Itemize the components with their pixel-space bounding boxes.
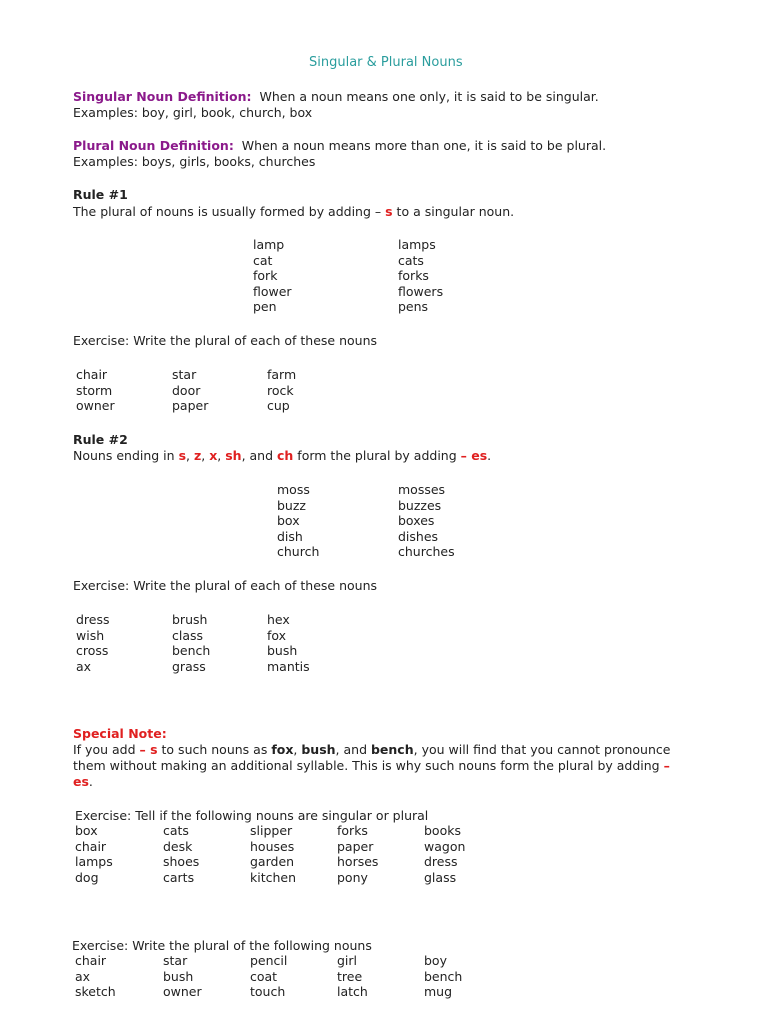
list-item: box xyxy=(277,513,300,529)
list-item: buzzes xyxy=(398,497,442,513)
note-suffix-s: – s xyxy=(139,742,158,757)
list-item: books xyxy=(424,823,461,838)
list-item: latch xyxy=(337,984,368,1000)
list-item: tree xyxy=(337,968,363,984)
rule1-text-after: to a singular noun. xyxy=(392,204,515,219)
rule2-exercise-col-1 xyxy=(76,612,110,674)
list-item: girl xyxy=(337,953,358,968)
list-item: cats xyxy=(163,823,189,838)
list-item: bench xyxy=(172,643,211,659)
list-item: cats xyxy=(398,252,424,268)
exercise4-col-2 xyxy=(163,953,202,1000)
list-item: owner xyxy=(76,398,115,414)
rule1-suffix: s xyxy=(385,204,393,219)
list-item: brush xyxy=(172,612,208,627)
rule2-exercise: Exercise: Write the plural of each of these nouns xyxy=(73,578,378,593)
note-word-bush: bush xyxy=(301,742,336,757)
plural-text: When a noun means more than one, it is said to be plural. xyxy=(241,138,607,153)
special-note-line-1 xyxy=(73,742,670,758)
singular-label: Singular Noun Definition: xyxy=(73,89,252,104)
rule2-exercise-col-3 xyxy=(267,612,310,674)
list-item: forks xyxy=(337,823,368,838)
list-item: mug xyxy=(424,984,453,1000)
rule2-text-middle: form the plural by adding xyxy=(293,448,461,463)
list-item: boxes xyxy=(398,513,435,529)
list-item: glass xyxy=(424,869,457,885)
list-item: mantis xyxy=(267,658,310,674)
exercise3-col-3 xyxy=(250,823,296,885)
list-item: farm xyxy=(267,367,297,382)
list-item: star xyxy=(163,953,188,968)
exercise3-col-4 xyxy=(337,823,378,885)
list-item: box xyxy=(75,823,98,838)
list-item: chair xyxy=(76,367,108,382)
list-item: dress xyxy=(76,612,110,627)
list-item: pens xyxy=(398,299,429,315)
note-text: . xyxy=(88,774,93,789)
list-item: lamp xyxy=(253,237,285,252)
note-word-fox: fox xyxy=(271,742,294,757)
list-item: fork xyxy=(253,268,278,284)
rule1-singular-list xyxy=(253,237,292,315)
list-item: grass xyxy=(172,658,206,674)
list-item: storm xyxy=(76,382,113,398)
list-item: owner xyxy=(163,984,202,1000)
list-item: pencil xyxy=(250,953,288,968)
ending-ch: ch xyxy=(277,448,294,463)
list-item: dishes xyxy=(398,528,439,544)
note-suffix-dash: – xyxy=(663,758,670,773)
singular-definition xyxy=(73,89,599,105)
note-text: , you will find that you cannot pronounce xyxy=(413,742,671,757)
rule1-exercise-col-3 xyxy=(267,367,296,414)
page-title: Singular & Plural Nouns xyxy=(309,55,463,70)
plural-examples: Examples: boys, girls, books, churches xyxy=(73,154,316,169)
exercise3-heading: Exercise: Tell if the following nouns are singular or plural xyxy=(75,808,429,823)
ending-s: s xyxy=(178,448,187,463)
list-item: ax xyxy=(76,658,92,674)
exercise4-col-5 xyxy=(424,953,462,1000)
list-item: door xyxy=(172,382,201,398)
list-item: cross xyxy=(76,643,109,659)
list-item: mosses xyxy=(398,482,446,497)
plural-definition xyxy=(73,138,606,154)
exercise3-col-1 xyxy=(75,823,113,885)
list-item: hex xyxy=(267,612,290,627)
list-item: lamps xyxy=(398,237,436,252)
list-item: buzz xyxy=(277,497,306,513)
list-item: bench xyxy=(424,968,463,984)
list-item: kitchen xyxy=(250,869,297,885)
list-item: coat xyxy=(250,968,278,984)
singular-examples: Examples: boy, girl, book, church, box xyxy=(73,105,313,120)
list-item: cat xyxy=(253,252,273,268)
plural-label: Plural Noun Definition: xyxy=(73,138,234,153)
rule2-text xyxy=(73,448,491,464)
exercise4-col-1 xyxy=(75,953,116,1000)
rule1-exercise-col-2 xyxy=(172,367,208,414)
list-item: chair xyxy=(75,838,107,854)
list-item: pony xyxy=(337,869,368,885)
list-item: paper xyxy=(337,838,374,854)
separator: , xyxy=(217,448,226,463)
list-item: churches xyxy=(398,544,455,560)
note-word-bench: bench xyxy=(370,742,414,757)
list-item: dress xyxy=(424,854,458,870)
list-item: cup xyxy=(267,398,290,414)
singular-text: When a noun means one only, it is said to be singular. xyxy=(259,89,599,104)
list-item: desk xyxy=(163,838,193,854)
exercise4-heading: Exercise: Write the plural of the following nouns xyxy=(72,938,372,953)
list-item: rock xyxy=(267,382,294,398)
list-item: church xyxy=(277,544,320,560)
list-item: star xyxy=(172,367,197,382)
rule1-exercise-col-1 xyxy=(76,367,115,414)
list-item: moss xyxy=(277,482,310,497)
list-item: sketch xyxy=(75,984,116,1000)
list-item: dish xyxy=(277,528,303,544)
list-item: touch xyxy=(250,984,286,1000)
list-item: flowers xyxy=(398,283,444,299)
rule2-plural-list xyxy=(398,482,455,560)
list-item: pen xyxy=(253,299,277,315)
rule2-text-end: . xyxy=(487,448,492,463)
note-text: to such nouns as xyxy=(157,742,272,757)
list-item: slipper xyxy=(250,823,293,838)
exercise4-col-3 xyxy=(250,953,287,1000)
rule2-heading: Rule #2 xyxy=(73,432,128,447)
rule2-text-before: Nouns ending in xyxy=(73,448,179,463)
separator: , and xyxy=(335,742,371,757)
separator: , xyxy=(201,448,210,463)
separator: , xyxy=(186,448,194,463)
note-text: them without making an additional syllable. This is why such nouns form the plural by adding xyxy=(73,758,664,773)
rule2-suffix: – es xyxy=(460,448,488,463)
special-note-heading: Special Note: xyxy=(73,726,167,741)
list-item: wagon xyxy=(424,838,466,854)
list-item: fox xyxy=(267,627,287,643)
list-item: wish xyxy=(76,627,105,643)
list-item: bush xyxy=(163,968,194,984)
exercise4-col-4 xyxy=(337,953,368,1000)
exercise3-col-2 xyxy=(163,823,199,885)
list-item: garden xyxy=(250,854,295,870)
list-item: class xyxy=(172,627,204,643)
rule1-heading: Rule #1 xyxy=(73,187,128,202)
list-item: ax xyxy=(75,968,91,984)
list-item: flower xyxy=(253,283,292,299)
rule2-singular-list xyxy=(277,482,319,560)
rule1-text xyxy=(73,204,514,220)
special-note-line-2 xyxy=(73,758,670,774)
rule1-exercise: Exercise: Write the plural of each of these nouns xyxy=(73,333,378,348)
rule1-text-before: The plural of nouns is usually formed by adding – xyxy=(73,204,386,219)
list-item: horses xyxy=(337,854,379,870)
note-suffix-es: es xyxy=(73,774,89,789)
list-item: forks xyxy=(398,268,429,284)
ending-sh: sh xyxy=(225,448,242,463)
list-item: chair xyxy=(75,953,107,968)
exercise3-col-5 xyxy=(424,823,465,885)
ending-x: x xyxy=(209,448,218,463)
list-item: houses xyxy=(250,838,295,854)
list-item: shoes xyxy=(163,854,200,870)
rule1-plural-list xyxy=(398,237,443,315)
list-item: carts xyxy=(163,869,195,885)
separator: , xyxy=(293,742,302,757)
separator: , and xyxy=(241,448,278,463)
list-item: paper xyxy=(172,398,209,414)
rule2-exercise-col-2 xyxy=(172,612,210,674)
note-text: If you add xyxy=(73,742,140,757)
ending-z: z xyxy=(193,448,202,463)
list-item: bush xyxy=(267,643,298,659)
special-note-line-3 xyxy=(73,774,93,790)
list-item: dog xyxy=(75,869,99,885)
list-item: boy xyxy=(424,953,447,968)
list-item: lamps xyxy=(75,854,113,870)
